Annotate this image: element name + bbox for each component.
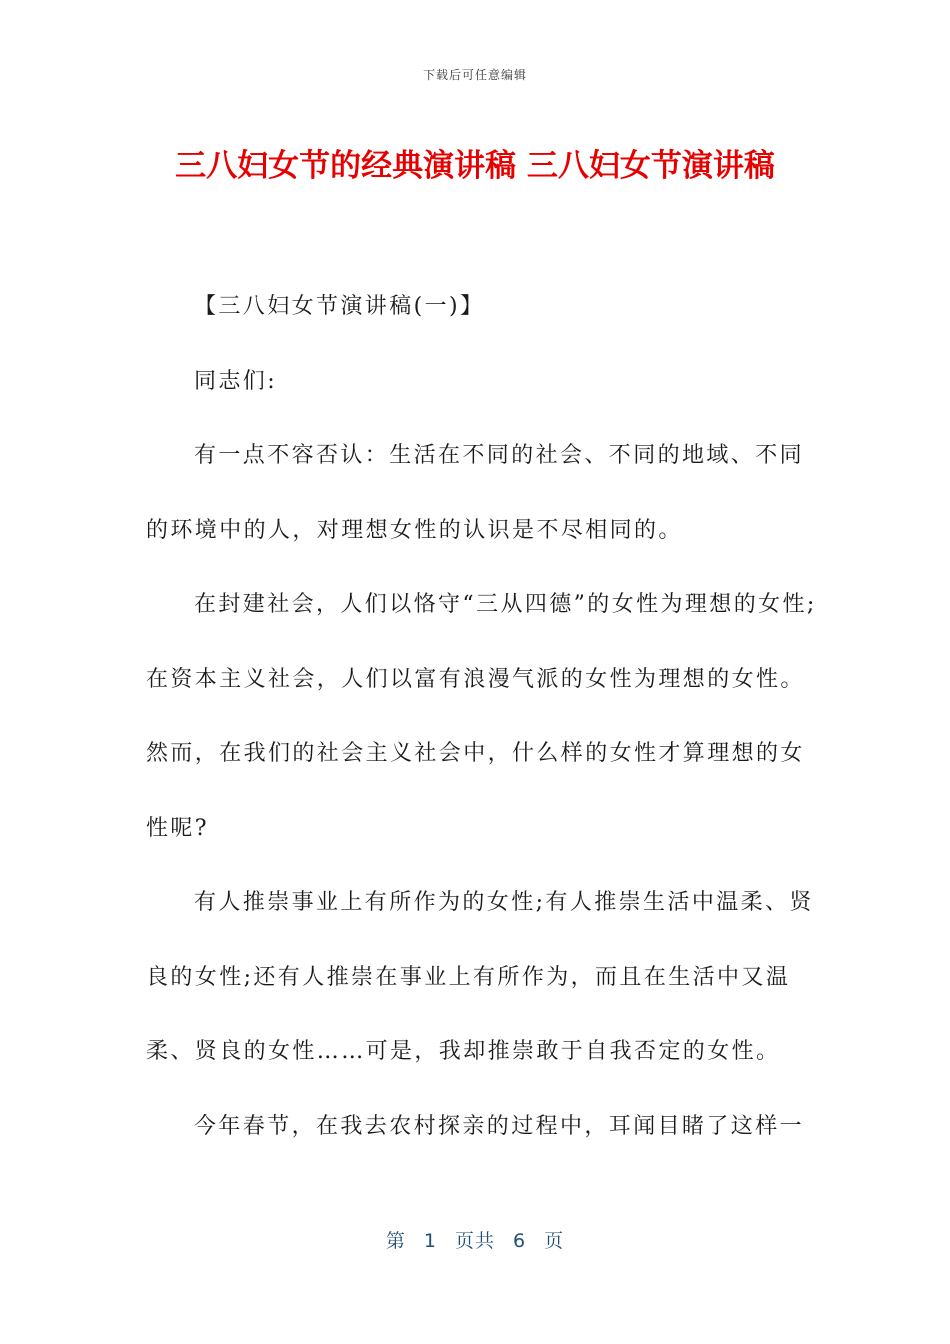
salutation: 同志们: — [194, 368, 278, 394]
paragraph: 有人推崇事业上有所作为的女性;有人推崇生活中温柔、贤良的女性;还有人推崇在事业上有所作为，而且在生活中又温柔、贤良的女性……可是，我却推崇敢于自我否定的女性。 — [146, 890, 814, 1064]
paragraph: 今年春节，在我去农村探亲的过程中，耳闻目睹了这样一 — [194, 1113, 805, 1139]
footer-prefix: 第 — [385, 1230, 406, 1252]
paragraph: 在封建社会，人们以恪守“三从四德”的女性为理想的女性;在资本主义社会，人们以富有浪漫气派的女性为理想的女性。然而，在我们的社会主义社会中，什么样的女性才算理想的女性呢? — [146, 592, 817, 841]
footer-page-number: 1 — [423, 1230, 437, 1252]
page-footer — [0, 1226, 950, 1253]
footer-middle: 页共 — [454, 1230, 495, 1252]
section-heading: 【三八妇女节演讲稿(一)】 — [194, 294, 485, 319]
paragraph: 有一点不容否认：生活在不同的社会、不同的地域、不同的环境中的人，对理想女性的认识是不尽相同的。 — [146, 443, 805, 543]
footer-suffix: 页 — [544, 1230, 565, 1252]
document-body — [146, 270, 826, 1164]
header-note: 下载后可任意编辑 — [422, 68, 527, 82]
document-title: 三八妇女节的经典演讲稿 三八妇女节演讲稿 — [175, 148, 775, 184]
footer-total-pages: 6 — [513, 1230, 527, 1252]
